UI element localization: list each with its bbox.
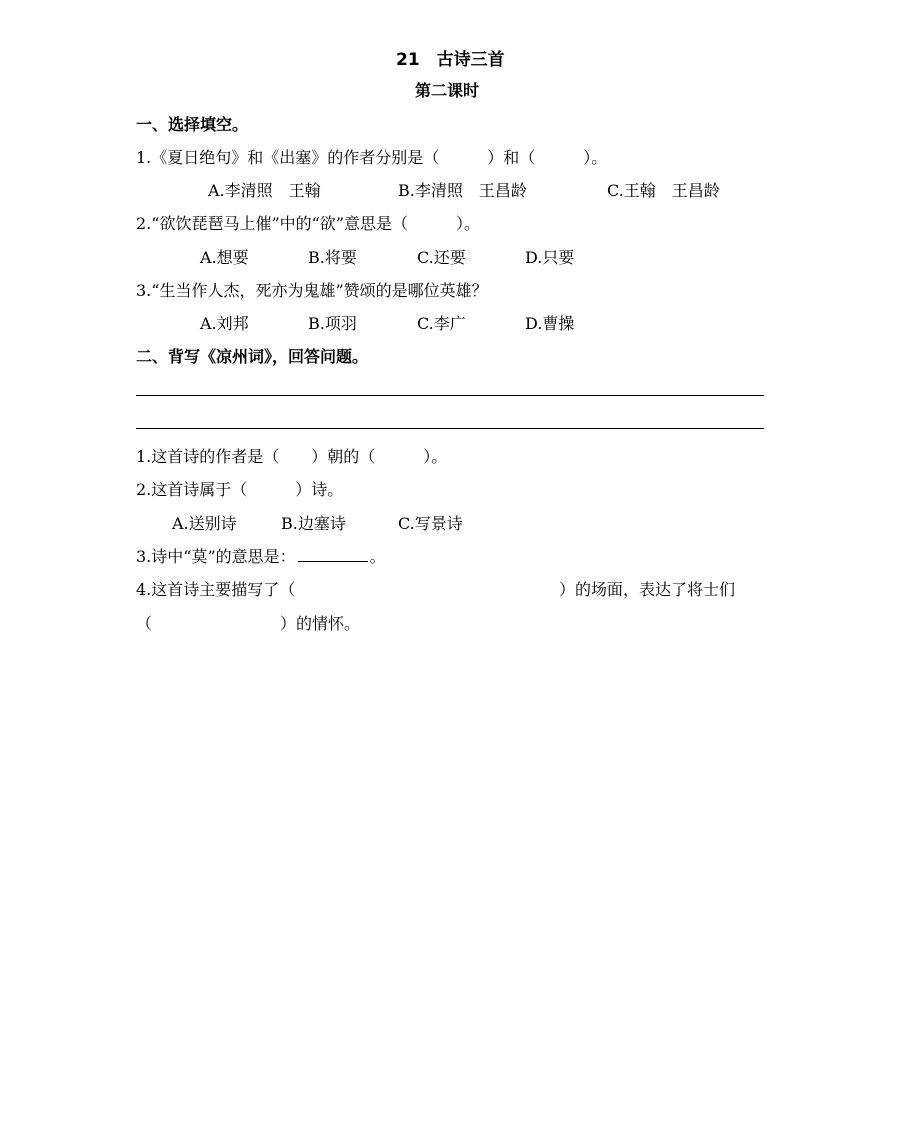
section1-heading: 一、选择填空。 xyxy=(136,115,249,134)
s2-question-2: 2.这首诗属于（ ）诗。 xyxy=(136,480,344,499)
s2-q2-option-b: B.边塞诗 xyxy=(281,514,346,533)
s1-q3-option-d: D.曹操 xyxy=(525,314,575,333)
s2-question-1: 1.这首诗的作者是（ ）朝的（ ）。 xyxy=(136,447,448,466)
s1-q3-option-b: B.项羽 xyxy=(308,314,357,333)
s2-q3-answer-blank[interactable] xyxy=(298,547,368,562)
s1-question-3: 3.“生当作人杰，死亦为鬼雄”赞颂的是哪位英雄？ xyxy=(136,281,488,300)
s1-q1-option-a: A.李清照 王翰 xyxy=(208,181,321,200)
s1-q3-option-a: A.刘邦 xyxy=(200,314,249,333)
writing-line-2[interactable] xyxy=(136,428,764,429)
s2-question-4-line1-start: 4.这首诗主要描写了（ xyxy=(136,580,296,599)
s1-q2-option-c: C.还要 xyxy=(417,248,466,267)
s2-q3-prefix: 3.诗中“莫”的意思是： xyxy=(136,547,296,566)
page-title: 21 古诗三首 xyxy=(396,50,505,70)
page-subtitle: 第二课时 xyxy=(415,81,480,100)
s1-q2-option-a: A.想要 xyxy=(200,248,249,267)
s1-q2-option-b: B.将要 xyxy=(308,248,357,267)
s2-q2-option-c: C.写景诗 xyxy=(398,514,463,533)
s2-q3-suffix: 。 xyxy=(369,547,386,566)
s2-question-4-line1-end: ）的场面，表达了将士们 xyxy=(559,580,736,599)
section2-heading: 二、背写《凉州词》，回答问题。 xyxy=(136,347,369,366)
s1-q1-option-b: B.李清照 王昌龄 xyxy=(398,181,527,200)
s1-q1-option-c: C.王翰 王昌龄 xyxy=(607,181,720,200)
s2-question-4-line2: （ ）的情怀。 xyxy=(136,614,361,633)
s2-question-3 xyxy=(136,544,386,567)
s2-q2-option-a: A.送别诗 xyxy=(172,514,237,533)
s1-q2-option-d: D.只要 xyxy=(525,248,575,267)
s1-question-1: 1.《夏日绝句》和《出塞》的作者分别是（ ）和（ ）。 xyxy=(136,148,608,167)
writing-line-1[interactable] xyxy=(136,395,764,396)
s1-q3-option-c: C.李广 xyxy=(417,314,466,333)
s1-question-2: 2.“欲饮琵琶马上催”中的“欲”意思是（ ）。 xyxy=(136,214,480,233)
